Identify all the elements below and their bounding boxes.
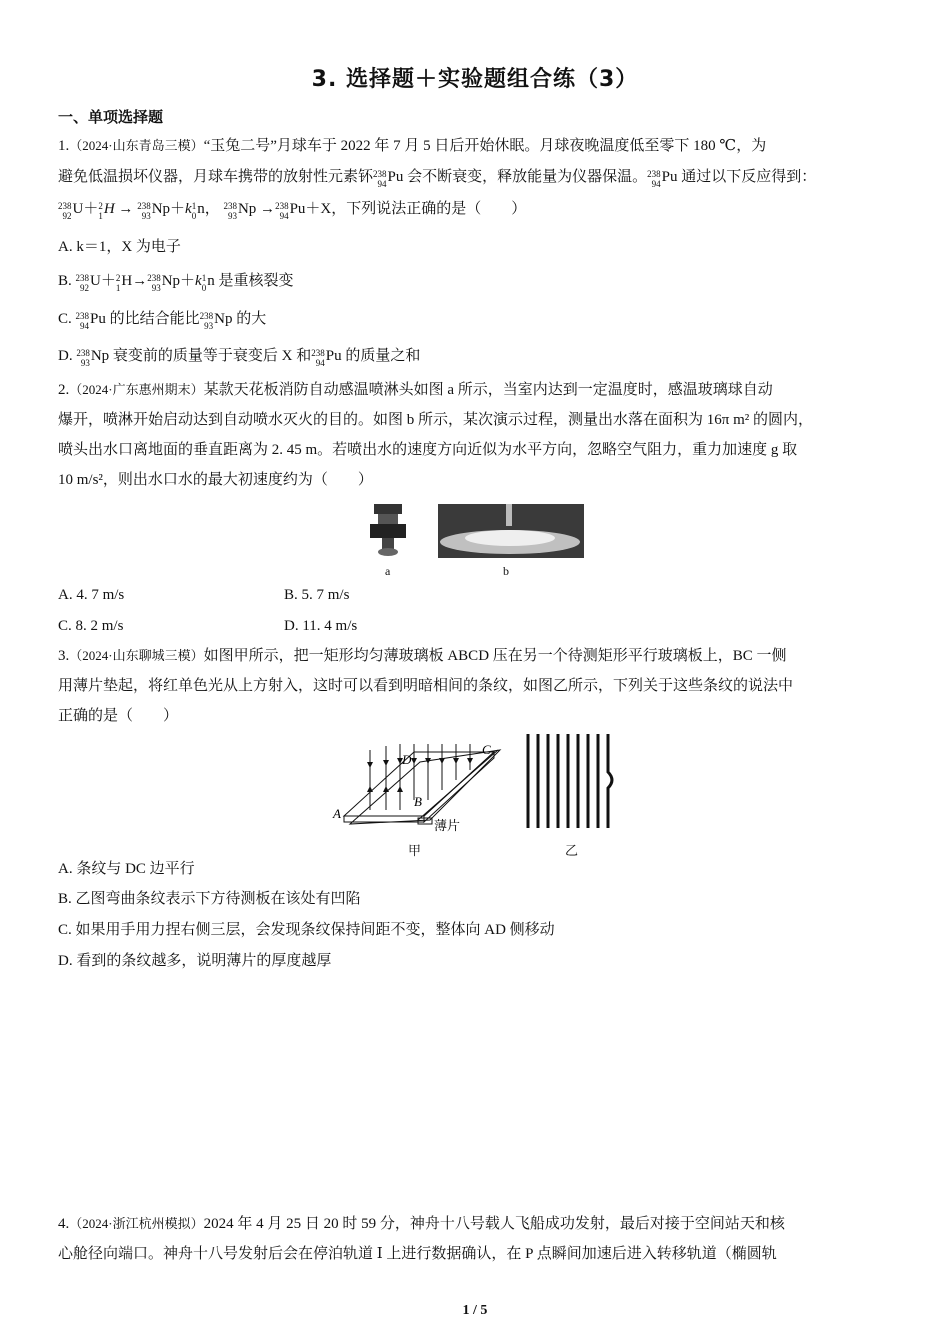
spray-photo [438, 504, 584, 558]
label-a: A [333, 806, 341, 821]
q1-line-1 [58, 136, 766, 156]
glass-plate-figure [330, 730, 630, 840]
q2-line-1: 2.（2024·广东惠州期末）某款天花板消防自动感温喷淋头如图 a 所示，当室内达到一定温度时，感温玻璃球自动 [58, 382, 773, 398]
nuclide-h2: 2 1 [98, 201, 103, 221]
q3-option-a: A. 条纹与 DC 边平行 [58, 861, 195, 877]
q1-number: 1. [58, 138, 70, 154]
label-d: D [402, 752, 412, 767]
nuclide-pu238: 238 94 [647, 169, 661, 189]
q1-option-c: C. 238 94 Pu 的比结合能比 238 93 Np 的大 [58, 311, 267, 331]
q2-line-2: 爆开，喷淋开始启动达到自动喷水灭火的目的。如图 b 所示，某次演示过程，测量出水落在面积为 16π m² 的圆内， [58, 412, 813, 428]
q1-option-a: A. k＝1，X 为电子 [58, 239, 181, 255]
figure-jia-caption: 甲 [408, 843, 422, 858]
q1-text: “玉兔二号”月球车于 2022 年 7 月 5 日后开始休眠。月球夜晚温度低至零下 180 ℃，为 [203, 138, 767, 154]
interference-fringes [528, 734, 612, 828]
q3-line-2: 用薄片垫起，将红单色光从上方射入，这时可以看到明暗相间的条纹，如图乙所示，下列关于这些条纹的说法中 [58, 678, 794, 694]
figure-a-caption: a [385, 564, 391, 578]
q4-line-2: 心舱径向端口。神舟十八号发射后会在停泊轨道 Ⅰ 上进行数据确认，在 P 点瞬间加速后进入转移轨道（椭圆轨 [58, 1246, 777, 1262]
nuclide-pu238: 238 94 [275, 201, 289, 221]
q2-option-d: D. 11. 4 m/s [284, 618, 358, 634]
figure-b-caption: b [503, 564, 509, 578]
q1-option-d: D. 238 93 Np 衰变前的质量等于衰变后 X 和 238 94 Pu 的质量之和 [58, 348, 421, 368]
q2-line-4: 10 m/s²，则出水口水的最大初速度约为（ ） [58, 472, 373, 488]
q2-option-b: B. 5. 7 m/s [284, 587, 350, 603]
q1-line-3: 238 92 U＋ 2 1 H → 238 93 Np＋k 1 0 n， 238 93 Np → 238 94 Pu＋X，下列说法正确的是（ ） [58, 201, 527, 221]
nuclide-u238: 238 92 [58, 201, 72, 221]
q2-option-a: A. 4. 7 m/s [58, 587, 125, 603]
nuclide-np238: 238 93 [137, 201, 151, 221]
q1-source: （2024·山东青岛三模） [69, 138, 204, 153]
q3-option-c: C. 如果用手用力捏右侧三层，会发现条纹保持间距不变，整体向 AD 侧移动 [58, 922, 555, 938]
q1-text: Pu 会不断衰变，释放能量为仪器保温。 [387, 169, 648, 185]
figure-yi-caption: 乙 [565, 843, 579, 858]
glass-plates-drawing [344, 744, 500, 824]
sprinkler-head-image [370, 504, 406, 556]
nuclide-np238: 238 93 [223, 201, 237, 221]
q1-text: 避免低温损坏仪器，月球车携带的放射性元素钚 [58, 169, 374, 185]
q3-option-d: D. 看到的条纹越多，说明薄片的厚度越厚 [58, 953, 332, 969]
label-c: C [482, 742, 491, 757]
page-number: 1 / 5 [462, 1303, 488, 1318]
q3-option-b: B. 乙图弯曲条纹表示下方待测板在该处有凹陷 [58, 891, 361, 907]
label-b: B [414, 794, 422, 809]
q2-line-3: 喷头出水口离地面的垂直距离为 2. 45 m。若喷出水的速度方向近似为水平方向，忽略空气阻力，重力加速度 g 取 [58, 442, 798, 458]
label-sheet: 薄片 [434, 819, 461, 834]
nuclide-pu238: 238 94 [373, 169, 387, 189]
q1-option-b: B. 238 92 U＋ 2 1 H→ 238 93 Np＋k 1 0 n 是重核裂变 [58, 273, 294, 293]
nuclide-n: 1 0 [191, 201, 197, 221]
q3-line-1: 3.（2024·山东聊城三模）如图甲所示，把一矩形均匀薄玻璃板 ABCD 压在另一个待测矩形平行玻璃板上，BC 一侧 [58, 648, 787, 664]
sprinkler-figure [360, 500, 590, 562]
q2-option-c: C. 8. 2 m/s [58, 618, 124, 634]
q1-line-2 [58, 167, 816, 189]
page-title: 3. 选择题＋实验题组合练（3） [311, 67, 639, 92]
q4-line-1: 4.（2024·浙江杭州模拟）2024 年 4 月 25 日 20 时 59 分，神舟十八号载人飞船成功发射，最后对接于空间站天和核 [58, 1216, 785, 1232]
section-heading: 一、单项选择题 [58, 108, 164, 126]
q1-text: Pu 通过以下反应得到： [661, 169, 817, 185]
q3-line-3: 正确的是（ ） [58, 708, 179, 724]
